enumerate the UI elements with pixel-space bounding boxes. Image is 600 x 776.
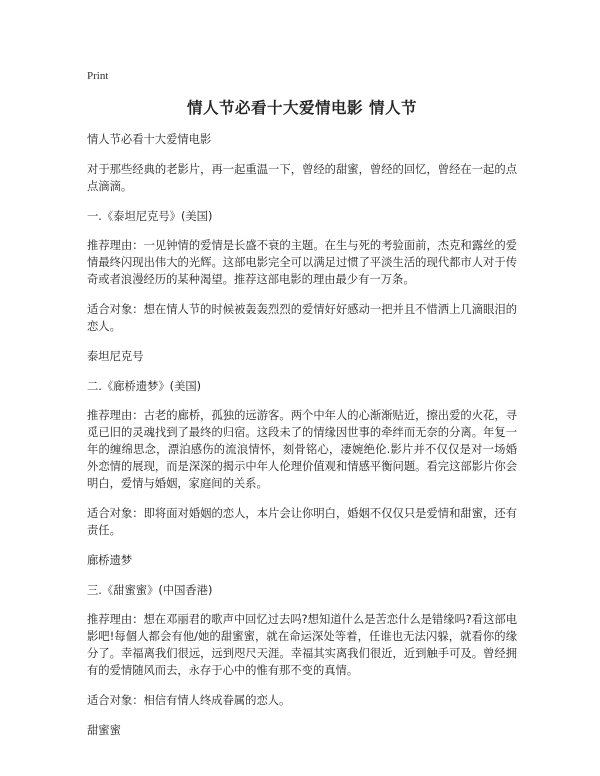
movie-2-audience: 适合对象：即将面对婚姻的恋人，本片会让你明白，婚姻不仅仅只是爱情和甜蜜，还有责任。 bbox=[87, 507, 517, 537]
movie-3-reason: 推荐理由：想在邓丽君的歌声中回忆过去吗?想知道什么是苦恋什么是错缘吗?看这部电影吧!每個人都会有他/她的甜蜜蜜，就在命运深处等着，任谁也无法闪躲，就看你的缘分了。幸福离我们很远，远到咫尺天涯。幸福其实离我们很近，近到触手可及。曾经拥有的爱情随风而去，永存于心中的惟有那不变的真情。 bbox=[87, 613, 517, 677]
movie-2-caption: 廊桥遗梦 bbox=[87, 554, 133, 567]
movie-2-reason: 推荐理由：古老的廊桥，孤独的远游客。两个中年人的心渐渐贴近，擦出爱的火花，寻觅已旧的灵魂找到了最终的归宿。这段未了的情缘因世事的牵绊而无奈的分离。年复一年的缠绵思念，漂泊感伤的流浪情怀，刻骨铭心，凄婉绝伦.影片并不仅仅是对一场婚外恋情的展现，而是深深的揭示中年人伦理价值观和情感平衡问题。看完这部影片你会明白，爱情与婚姻，家庭间的关系。 bbox=[87, 409, 517, 490]
movie-1-audience: 适合对象：想在情人节的时候被轰轰烈烈的爱情好好感动一把并且不惜洒上几滴眼泪的恋人。 bbox=[87, 303, 517, 333]
page-title: 情人节必看十大爱情电影 情人节 bbox=[187, 99, 417, 117]
movie-3-heading: 三.《甜蜜蜜》(中国香港) bbox=[87, 584, 213, 597]
movie-2-heading: 二.《廊桥遗梦》(美国) bbox=[87, 380, 202, 393]
document-page bbox=[87, 70, 517, 752]
movie-1-caption: 泰坦尼克号 bbox=[87, 350, 144, 363]
intro-text: 对于那些经典的老影片，再一起重温一下，曾经的甜蜜，曾经的回忆，曾经在一起的点点滴滴。 bbox=[87, 163, 517, 193]
movie-3-caption: 甜蜜蜜 bbox=[87, 724, 121, 737]
print-label[interactable]: Print bbox=[87, 70, 109, 82]
intro-heading: 情人节必看十大爱情电影 bbox=[87, 133, 212, 146]
movie-1-reason: 推荐理由：一见钟情的爱情是长盛不衰的主题。在生与死的考验面前，杰克和露丝的爱情最终闪现出伟大的光辉。这部电影完全可以满足过惯了平淡生活的现代都市人对于传奇或者浪漫经历的某种渴望。推荐这部电影的理由最少有一万条。 bbox=[87, 239, 517, 286]
movie-3-audience: 适合对象：相信有情人终成眷属的恋人。 bbox=[87, 694, 291, 707]
movie-1-heading: 一.《泰坦尼克号》(美国) bbox=[87, 210, 213, 223]
